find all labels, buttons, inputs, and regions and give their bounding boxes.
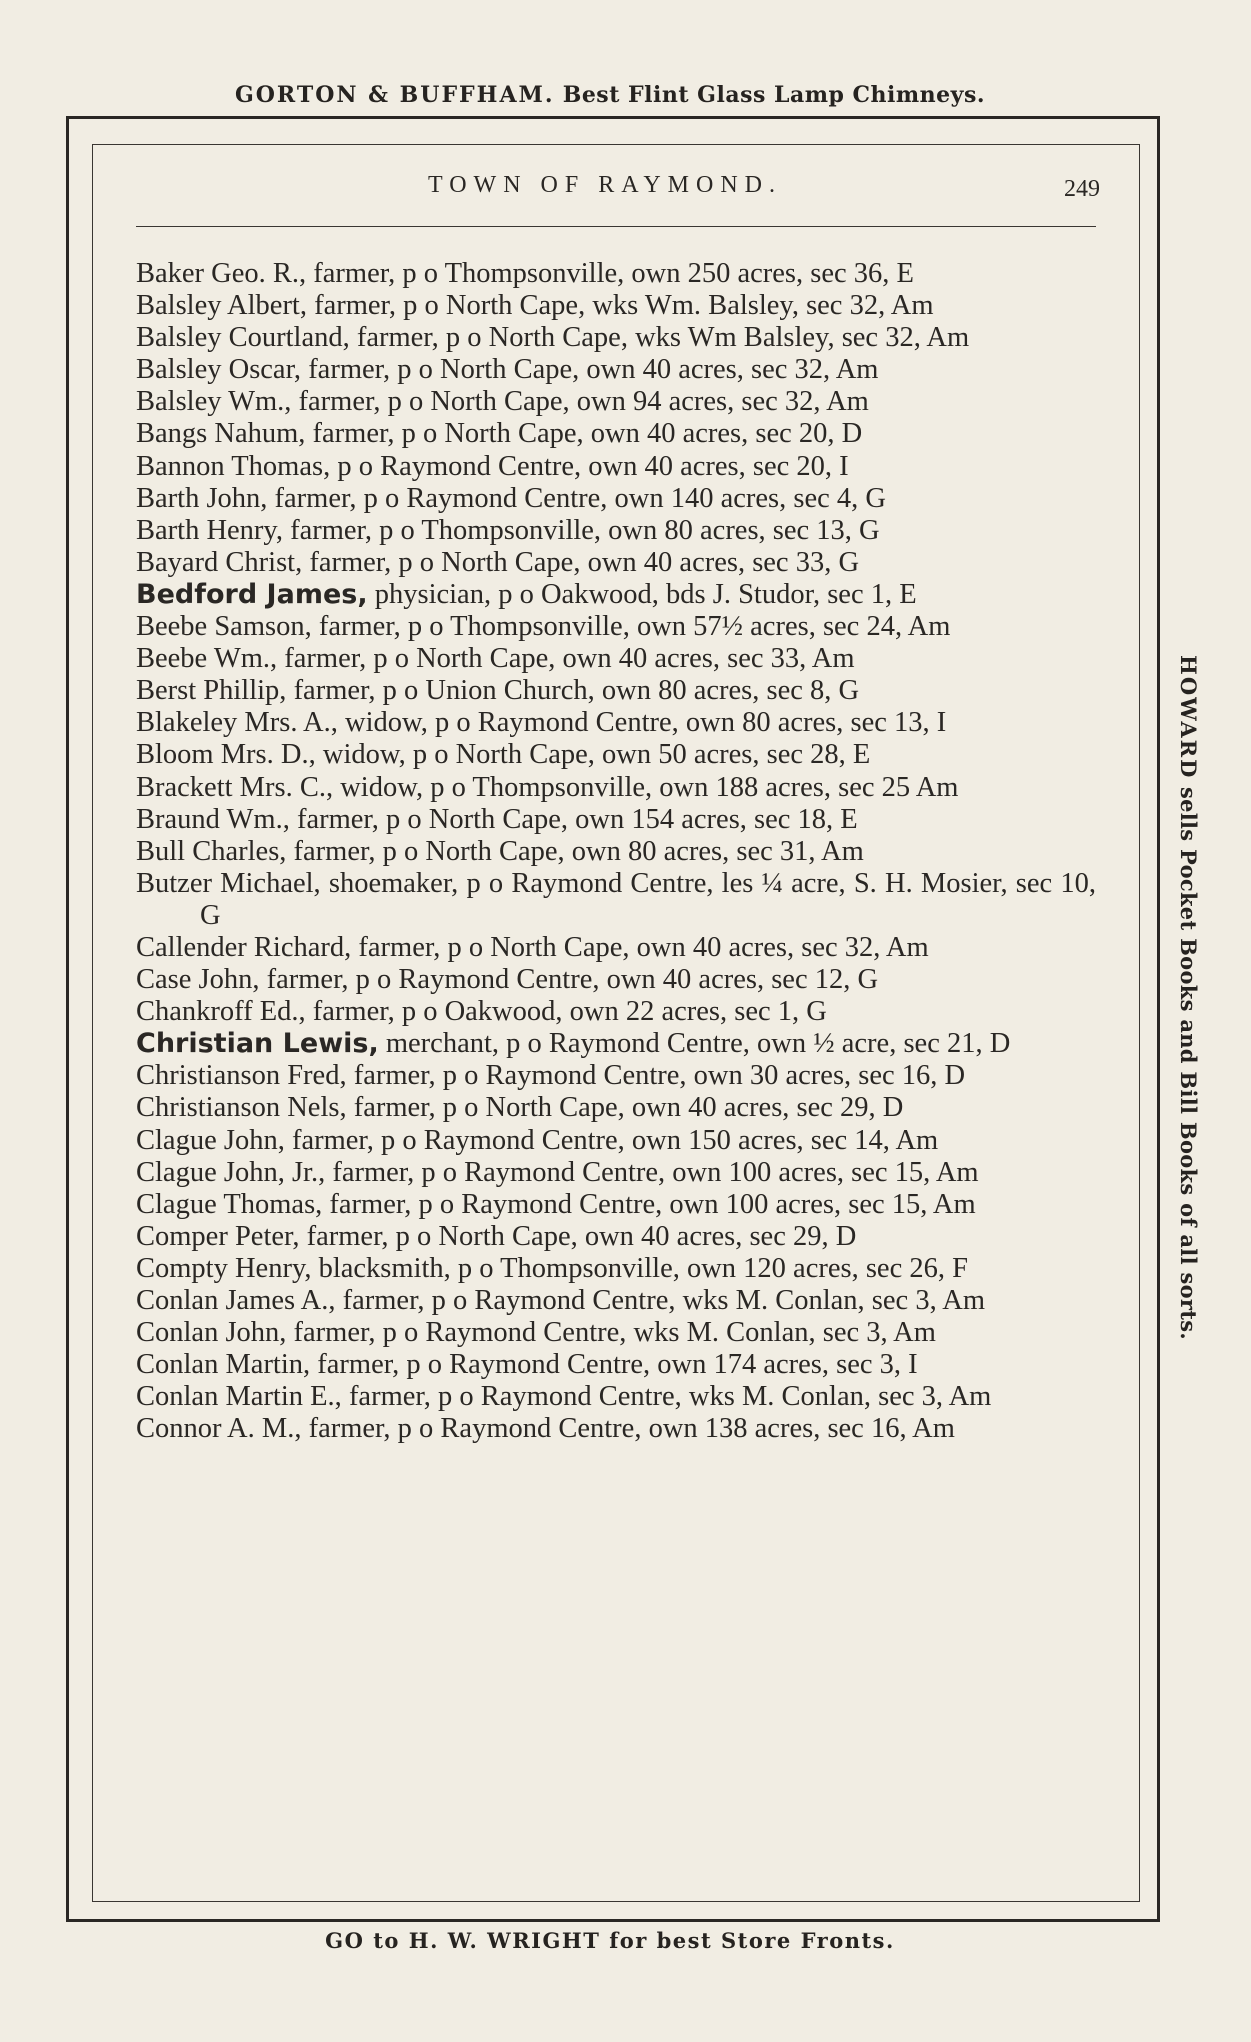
entry-details: merchant, p o Raymond Centre, own ½ acre, sec 21, D [385,1028,1011,1060]
directory-entry [136,1125,1096,1157]
entry-name: Beebe Samson, [136,611,312,643]
directory-entry [136,932,1096,964]
directory-entry [136,964,1096,996]
side-advertisement [1165,655,1201,1395]
entry-name: Bedford James, [136,578,368,610]
directory-entry [136,1060,1096,1092]
entry-name: Case John, [136,964,260,996]
entry-name: Balsley Albert, [136,290,307,322]
entry-details: farmer, p o Oakwood, own 22 acres, sec 1, G [312,996,827,1028]
side-advert-text: sells Pocket Books and Bill Books of all sorts. [1176,786,1201,1340]
directory-entry [136,1413,1096,1445]
entry-details: farmer, p o Thompsonville, own 57½ acres, sec 24, Am [318,611,951,643]
entry-name: Christianson Nels, [136,1092,347,1124]
directory-entry [136,1092,1096,1124]
directory-entry [136,1285,1096,1317]
directory-entry [136,322,1096,354]
entry-name: Conlan Martin E., [136,1381,342,1413]
entry-name: Clague Thomas, [136,1188,323,1220]
directory-entry [136,579,1096,611]
entry-details: farmer, p o North Cape, own 40 acres, sec 20, D [312,418,863,450]
entry-name: Brackett Mrs. C., [136,771,334,803]
directory-entry [136,643,1096,675]
directory-entry [136,418,1096,450]
entry-details: blacksmith, p o Thompsonville, own 120 acres, sec 26, F [318,1252,968,1284]
top-advert-firm: GORTON & BUFFHAM. [234,82,555,108]
entry-details: farmer, p o Raymond Centre, own 138 acres, sec 16, Am [308,1413,955,1445]
entry-name: Comper Peter, [136,1220,300,1252]
entry-details: shoemaker, p o Raymond Centre, les ¼ acre, S. H. Mosier, sec 10, G [200,867,1097,931]
directory-entry [136,1221,1096,1253]
directory-entry [136,354,1096,386]
entry-name: Berst Phillip, [136,675,287,707]
side-advert-firm: HOWARD [1176,655,1201,780]
entry-details: farmer, p o Thompsonville, own 80 acres, sec 13, G [290,514,880,546]
entry-details: farmer, p o North Cape, own 40 acres, sec 29, D [353,1092,904,1124]
entry-name: Christian Lewis, [136,1028,379,1060]
directory-entry [136,707,1096,739]
directory-entry [136,1028,1096,1060]
top-advert-text: Best Flint Glass Lamp Chimneys. [562,82,986,108]
directory-entry [136,1317,1096,1349]
entry-name: Compty Henry, [136,1252,312,1284]
entry-details: farmer, p o Raymond Centre, own 30 acres, sec 16, D [353,1060,966,1092]
entry-details: farmer, p o North Cape, own 40 acres, sec 33, G [309,546,860,578]
directory-entry [136,739,1096,771]
directory-entry [136,1349,1096,1381]
entry-details: farmer, p o North Cape, own 154 acres, sec 18, E [296,803,858,835]
entry-details: farmer, p o North Cape, own 80 acres, sec 31, Am [293,835,864,867]
entry-details: farmer, p o Raymond Centre, own 100 acres, sec 15, Am [332,1156,979,1188]
entry-name: Conlan James A., [136,1285,336,1316]
entry-details: farmer, p o North Cape, wks Wm. Balsley, sec 32, Am [314,290,934,322]
entry-name: Beebe Wm., [136,643,278,675]
directory-entry [136,483,1096,515]
entry-details: p o Raymond Centre, own 40 acres, sec 20, I [337,450,849,482]
entry-name: Bayard Christ, [136,546,303,578]
directory-entry [136,772,1096,804]
entry-name: Bloom Mrs. D., [136,739,316,771]
entry-name: Chankroff Ed., [136,996,306,1028]
entry-details: physician, p o Oakwood, bds J. Studor, sec 1, E [374,578,917,610]
directory-entry [136,386,1096,418]
entry-name: Balsley Wm., [136,386,292,418]
entry-details: widow, p o North Cape, own 50 acres, sec 28, E [322,739,871,771]
entry-details: farmer, p o Raymond Centre, wks M. Conlan, sec 3, Am [348,1381,992,1413]
directory-entry [136,675,1096,707]
entry-details: widow, p o Raymond Centre, own 80 acres, sec 13, I [344,707,947,739]
entry-name: Conlan Martin, [136,1349,311,1381]
directory-entry [136,451,1096,483]
entry-details: farmer, p o North Cape, own 40 acres, sec 33, Am [284,643,855,675]
entry-name: Blakeley Mrs. A., [136,707,338,739]
directory-entry [136,1253,1096,1285]
entry-name: Baker Geo. R., [136,258,307,289]
entry-details: farmer, p o North Cape, own 40 acres, sec 29, D [306,1220,857,1252]
directory-entry [136,547,1096,579]
entry-name: Bull Charles, [136,835,287,867]
entry-name: Conlan John, [136,1317,287,1349]
entry-details: farmer, p o North Cape, own 94 acres, sec 32, Am [298,386,869,418]
entry-name: Barth John, [136,482,268,514]
bottom-advertisement: GO to H. W. WRIGHT for best Store Fronts. [325,1928,895,1953]
entry-name: Barth Henry, [136,514,283,546]
entry-name: Clague John, [136,1124,285,1156]
directory-entry [136,868,1096,932]
entry-name: Braund Wm., [136,803,290,835]
directory-entry [136,836,1096,868]
entry-details: farmer, p o North Cape, wks Wm Balsley, sec 32, Am [356,322,970,354]
entry-name: Balsley Oscar, [136,354,302,386]
entry-name: Balsley Courtland, [136,322,350,354]
entry-details: farmer, p o North Cape, own 40 acres, sec 32, Am [358,931,929,963]
directory-entry [136,258,1096,290]
entry-details: farmer, p o Raymond Centre, own 140 acres, sec 4, G [274,482,886,514]
directory-entry [136,290,1096,322]
page-title: TOWN OF RAYMOND. [427,172,783,198]
directory-entry [136,996,1096,1028]
page-number: 249 [1064,176,1100,202]
entry-details: farmer, p o Raymond Centre, own 40 acres, sec 12, G [266,964,879,996]
entry-name: Connor A. M., [136,1413,302,1445]
entry-details: farmer, p o Raymond Centre, own 150 acres, sec 14, Am [291,1124,939,1156]
entry-details: farmer, p o Raymond Centre, own 174 acres, sec 3, I [317,1349,918,1381]
top-advertisement [60,82,1160,112]
entry-name: Callender Richard, [136,931,352,963]
entry-details: widow, p o Thompsonville, own 188 acres, sec 25 Am [340,771,959,803]
directory-entry [136,804,1096,836]
entry-details: farmer, p o North Cape, own 40 acres, sec 32, Am [308,354,879,386]
directory-entry [136,1381,1096,1413]
entry-name: Butzer Michael, [136,867,321,899]
entry-details: farmer, p o Union Church, own 80 acres, sec 8, G [293,675,860,707]
directory-entry [136,1189,1096,1221]
entry-details: farmer, p o Raymond Centre, wks M. Conlan, sec 3, Am [293,1317,936,1349]
entry-details: farmer, p o Raymond Centre, own 100 acres, sec 15, Am [329,1188,976,1220]
entry-details: farmer, p o Raymond Centre, wks M. Conlan, sec 3, Am [342,1285,986,1316]
directory-entries [136,258,1096,1445]
entry-name: Clague John, Jr., [136,1156,326,1188]
directory-entry [136,611,1096,643]
entry-name: Christianson Fred, [136,1060,347,1092]
header-rule [136,226,1096,227]
directory-entry [136,515,1096,547]
entry-name: Bannon Thomas, [136,450,331,482]
entry-name: Bangs Nahum, [136,418,306,450]
entry-details: farmer, p o Thompsonville, own 250 acres, sec 36, E [313,258,914,289]
directory-entry [136,1157,1096,1189]
